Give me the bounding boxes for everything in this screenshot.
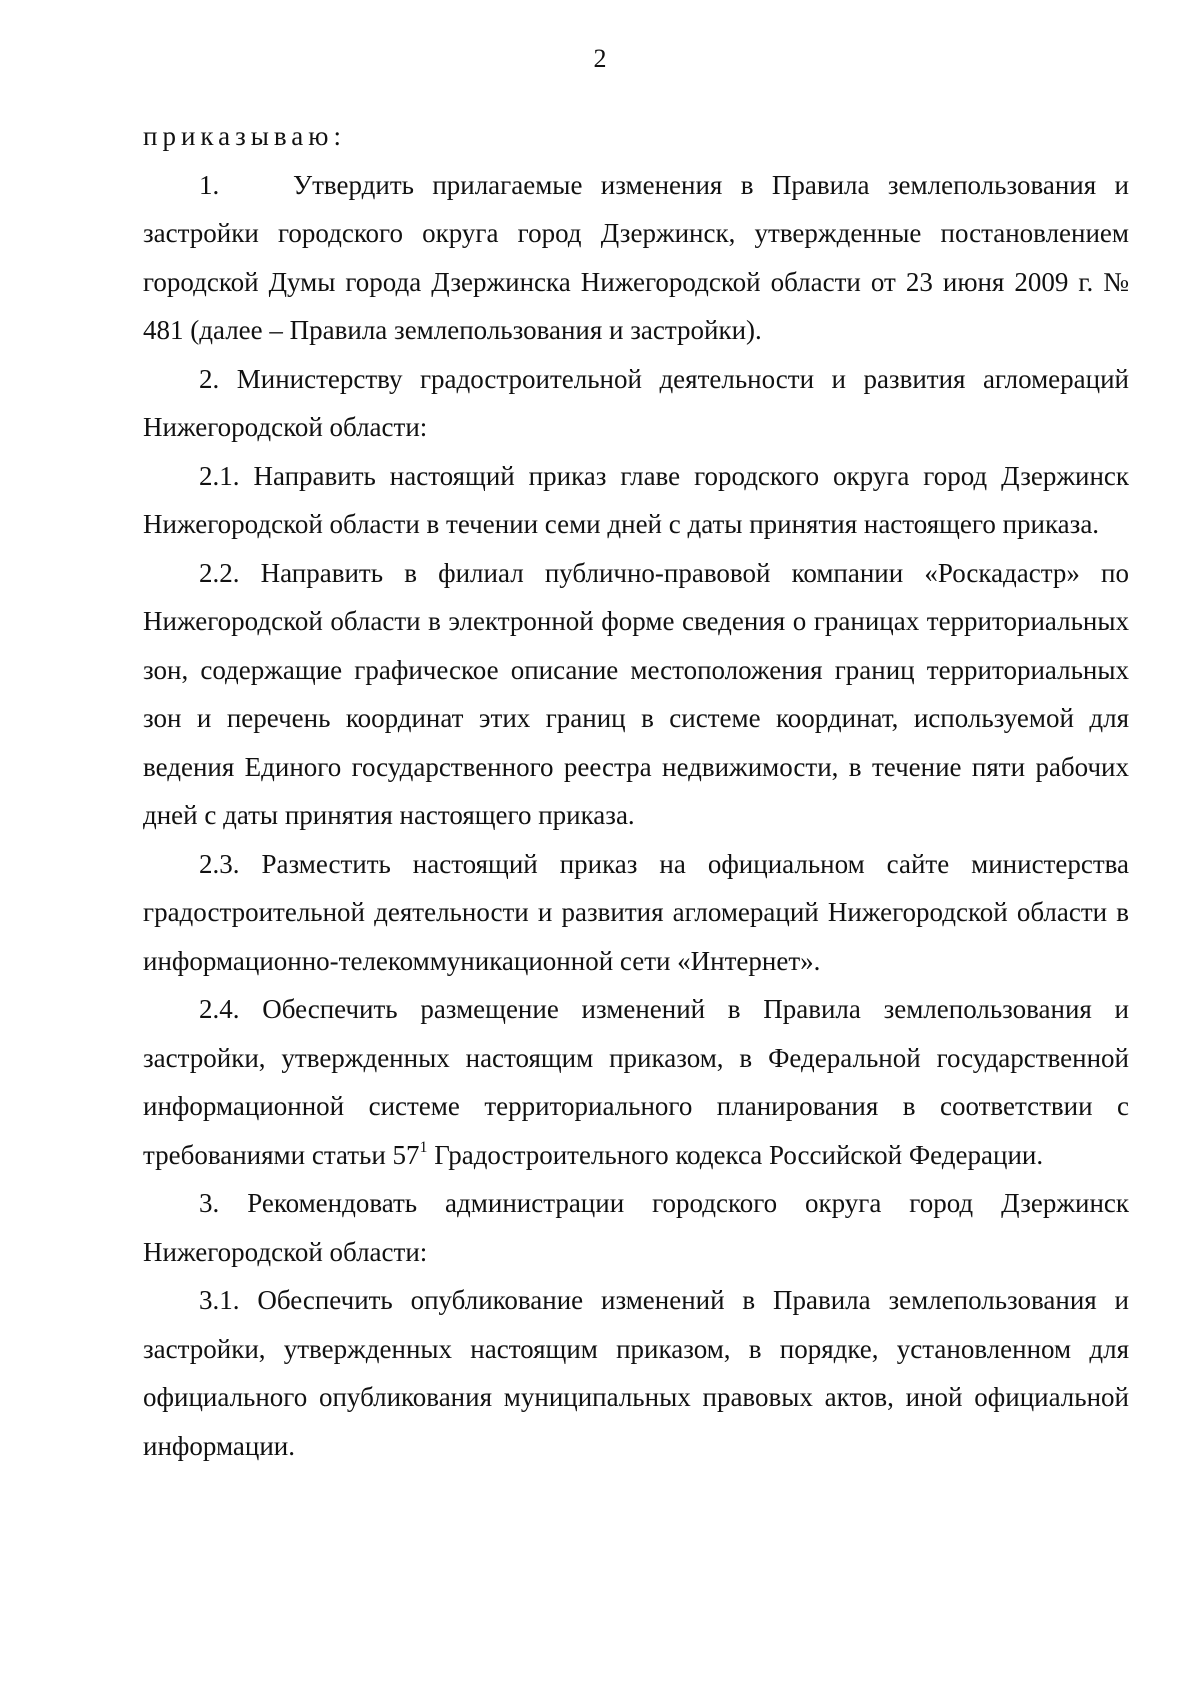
paragraph-2-2: 2.2. Направить в филиал публично-правовой компании «Роскадастр» по Нижегородской области в электронной форме сведения о границах территориальных зон, содержащие графическое описание местоположения границ территориальных зон и перечень координат этих границ в системе координат, используемой для ведения Единого государственного реестра недвижимости, в течение пяти рабочих дней с даты принятия настоящего приказа. xyxy=(143,557,1129,830)
paragraph-3: 3. Рекомендовать администрации городского округа город Дзержинск Нижегородской области: xyxy=(143,1188,1129,1267)
order-intro: приказываю: xyxy=(143,121,346,151)
paragraph-2-3: 2.3. Разместить настоящий приказ на официальном сайте министерства градостроительной деятельности и развития агломераций Нижегородской области в информационно-телекоммуникационной сети «Интернет». xyxy=(143,848,1129,976)
paragraph-2-1: 2.1. Направить настоящий приказ главе городского округа город Дзержинск Нижегородской области в течении семи дней с даты принятия настоящего приказа. xyxy=(143,460,1129,539)
paragraph-2: 2. Министерству градостроительной деятельности и развития агломераций Нижегородской области: xyxy=(143,363,1129,442)
paragraph-3-1: 3.1. Обеспечить опубликование изменений в Правила землепользования и застройки, утвержденных настоящим приказом, в порядке, установленном для официального опубликования муниципальных правовых актов, иной официальной информации. xyxy=(143,1285,1129,1461)
paragraph-2-4-text: 2.4. Обеспечить размещение изменений в Правила землепользования и застройки, утвержденных настоящим приказом, в Федеральной государственной информационной системе территориального планирования в соответствии с требованиями статьи 57 xyxy=(143,994,1129,1170)
paragraph-1 xyxy=(143,161,1129,355)
page-number: 2 xyxy=(593,44,607,73)
article-superscript: 1 xyxy=(419,1138,428,1156)
document-body xyxy=(143,112,1129,1470)
paragraph-1-text: Утвердить прилагаемые изменения в Правила землепользования и застройки городского округа город Дзержинск, утвержденные постановлением городской Думы города Дзержинска Нижегородской области от 23 июня 2009 г. № 481 (далее – Правила землепользования и застройки). xyxy=(143,169,1129,345)
paragraph-1-number: 1. xyxy=(199,169,220,200)
paragraph-2-4-text-end: Градостроительного кодекса Российской Федерации. xyxy=(427,1139,1044,1170)
paragraph-2-4 xyxy=(143,985,1129,1179)
